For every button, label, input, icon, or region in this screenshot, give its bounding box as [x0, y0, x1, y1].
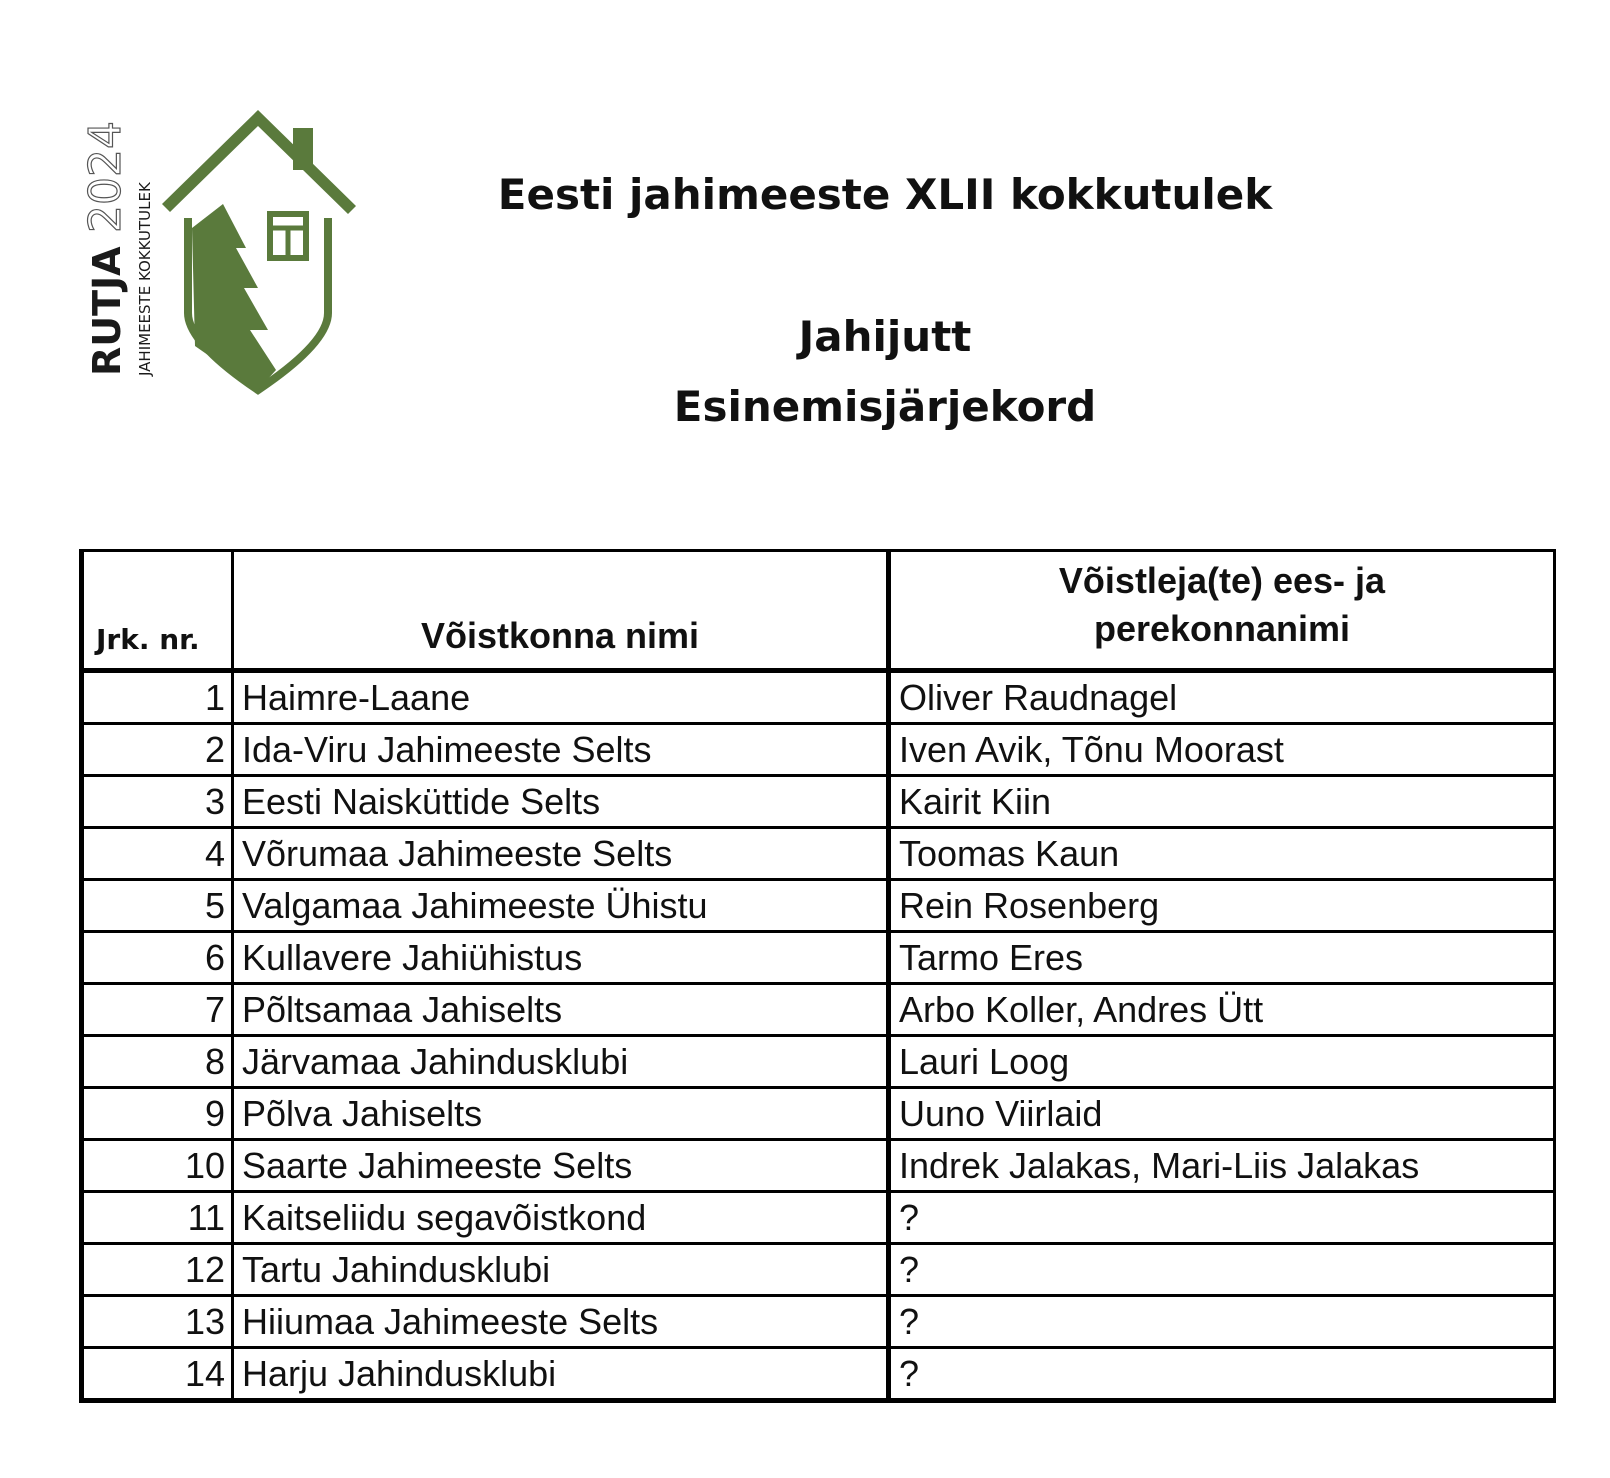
row-number: 11	[82, 1192, 233, 1244]
competitor-names: Indrek Jalakas, Mari-Liis Jalakas	[889, 1140, 1555, 1192]
competitor-names: ?	[889, 1192, 1555, 1244]
competitor-names: Tarmo Eres	[889, 932, 1555, 984]
competitor-names: Iven Avik, Tõnu Moorast	[889, 724, 1555, 776]
table-row	[82, 1036, 1555, 1088]
row-number: 13	[82, 1296, 233, 1348]
team-name: Kaitseliidu segavõistkond	[233, 1192, 889, 1244]
logo-year: 2024	[80, 121, 131, 233]
table-row	[82, 724, 1555, 776]
table-row	[82, 1140, 1555, 1192]
table-row	[82, 828, 1555, 880]
competitor-names: Arbo Koller, Andres Ütt	[889, 984, 1555, 1036]
team-name: Põlva Jahiselts	[233, 1088, 889, 1140]
column-header-names-line2: perekonnanimi	[1093, 608, 1351, 650]
team-name: Haimre-Laane	[233, 671, 889, 724]
competitor-names: Oliver Raudnagel	[889, 671, 1555, 724]
row-number: 5	[82, 880, 233, 932]
logo-name: RUTJA	[85, 246, 129, 376]
table-row	[82, 1296, 1555, 1348]
table-row	[82, 671, 1555, 724]
row-number: 9	[82, 1088, 233, 1140]
row-number: 8	[82, 1036, 233, 1088]
row-number: 14	[82, 1348, 233, 1401]
competitor-names: Kairit Kiin	[889, 776, 1555, 828]
competitor-names: ?	[889, 1244, 1555, 1296]
table-row	[82, 1192, 1555, 1244]
team-name: Järvamaa Jahindusklubi	[233, 1036, 889, 1088]
team-name: Põltsamaa Jahiselts	[233, 984, 889, 1036]
roof-shape	[162, 110, 356, 214]
row-number: 3	[82, 776, 233, 828]
row-number: 6	[82, 932, 233, 984]
row-number: 12	[82, 1244, 233, 1296]
column-header-team: Võistkonna nimi	[233, 551, 889, 671]
table-row	[82, 1244, 1555, 1296]
competitor-names: ?	[889, 1296, 1555, 1348]
event-name: Jahijutt	[798, 312, 972, 361]
page-subtitle: Esinemisjärjekord	[673, 382, 1097, 431]
competitor-names: ?	[889, 1348, 1555, 1401]
logo-subtitle: JAHIMEESTE KOKKUTULEK	[136, 182, 154, 376]
column-header-nr: Jrk. nr.	[82, 551, 233, 671]
table-body	[82, 671, 1555, 1401]
table-header-row	[82, 551, 1555, 671]
rutja-2024-logo	[80, 108, 380, 398]
competitor-names: Rein Rosenberg	[889, 880, 1555, 932]
table-row	[82, 1348, 1555, 1401]
team-name: Ida-Viru Jahimeeste Selts	[233, 724, 889, 776]
row-number: 7	[82, 984, 233, 1036]
team-name: Harju Jahindusklubi	[233, 1348, 889, 1401]
team-name: Võrumaa Jahimeeste Selts	[233, 828, 889, 880]
column-header-names-line1: Võistleja(te) ees- ja	[1058, 559, 1386, 601]
tree-icon	[192, 204, 276, 390]
table-row	[82, 932, 1555, 984]
team-name: Valgamaa Jahimeeste Ühistu	[233, 880, 889, 932]
row-number: 1	[82, 671, 233, 724]
competitor-names: Lauri Loog	[889, 1036, 1555, 1088]
house-tree-emblem	[80, 108, 380, 398]
competitor-names: Toomas Kaun	[889, 828, 1555, 880]
team-name: Hiiumaa Jahimeeste Selts	[233, 1296, 889, 1348]
row-number: 10	[82, 1140, 233, 1192]
team-name: Kullavere Jahiühistus	[233, 932, 889, 984]
row-number: 4	[82, 828, 233, 880]
team-name: Eesti Naisküttide Selts	[233, 776, 889, 828]
team-name: Saarte Jahimeeste Selts	[233, 1140, 889, 1192]
table-row	[82, 880, 1555, 932]
performance-order-table	[79, 549, 1556, 1403]
competitor-names: Uuno Viirlaid	[889, 1088, 1555, 1140]
row-number: 2	[82, 724, 233, 776]
page-title: Eesti jahimeeste XLII kokkutulek	[497, 170, 1273, 219]
chimney-shape	[293, 128, 313, 170]
table-row	[82, 776, 1555, 828]
table-row	[82, 984, 1555, 1036]
column-header-names	[889, 551, 1555, 671]
table-row	[82, 1088, 1555, 1140]
team-name: Tartu Jahindusklubi	[233, 1244, 889, 1296]
